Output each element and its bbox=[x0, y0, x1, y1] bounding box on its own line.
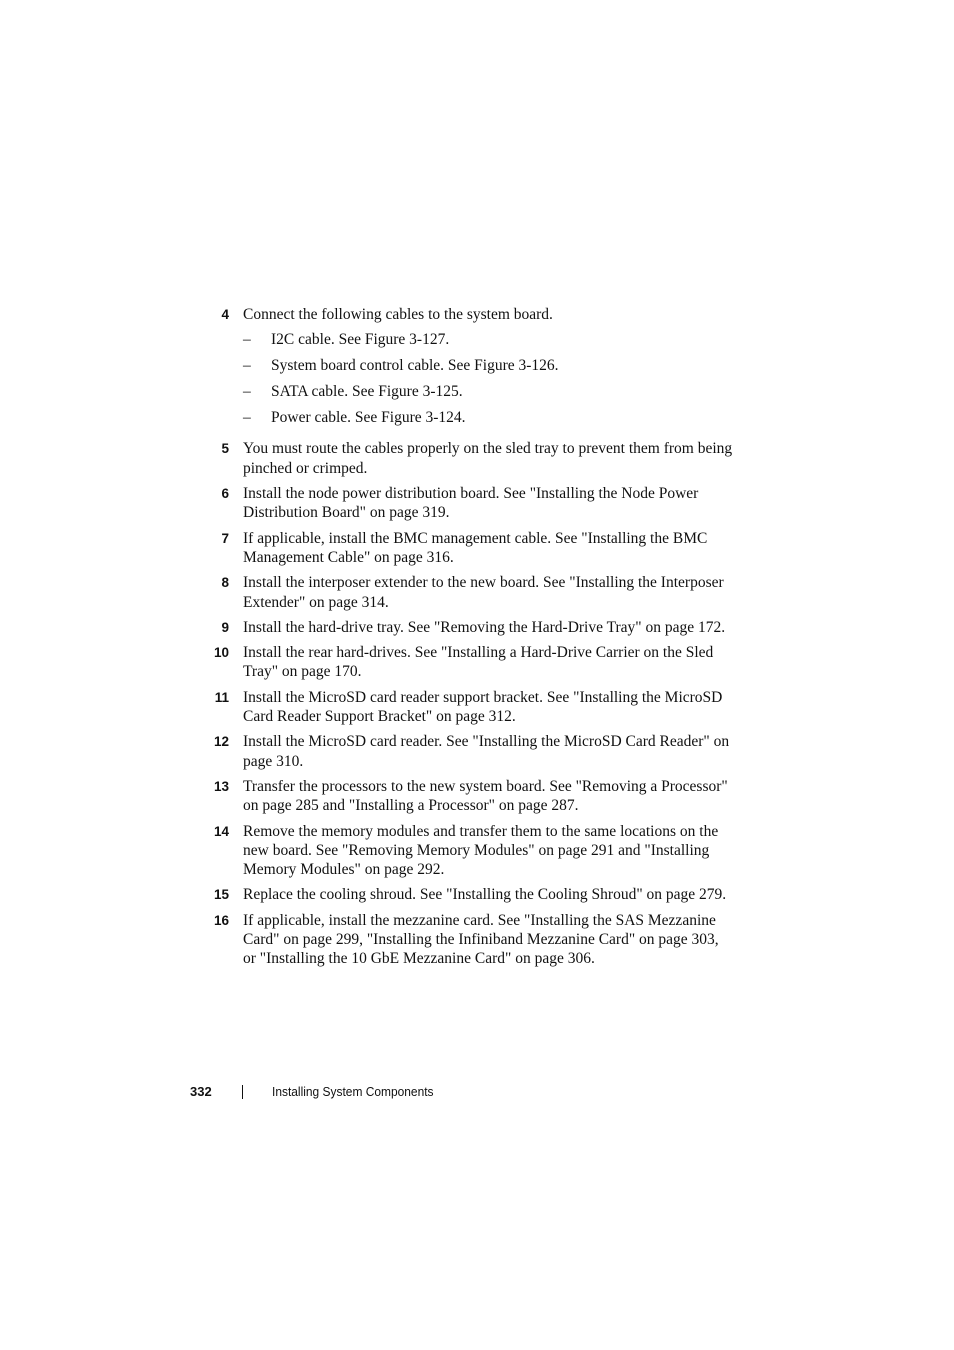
step-11 bbox=[205, 688, 735, 727]
list-item bbox=[243, 408, 735, 427]
step-number: 4 bbox=[221, 307, 229, 322]
list-item-text: Power cable. See Figure 3-124. bbox=[271, 408, 466, 426]
step-text: Install the node power distribution board. See "Installing the Node Power Distribution Board" on page 319. bbox=[243, 485, 699, 522]
step-9 bbox=[205, 618, 735, 637]
section-title: Installing System Components bbox=[272, 1084, 434, 1099]
step-16 bbox=[205, 911, 735, 969]
step-number: 5 bbox=[221, 441, 229, 457]
footer-divider bbox=[242, 1085, 243, 1099]
dash-bullet: – bbox=[243, 357, 251, 375]
step-text: Transfer the processors to the new system board. See "Removing a Processor" on page 285 and "Installing a Processor" on page 287. bbox=[243, 777, 728, 815]
step-14 bbox=[205, 822, 735, 880]
step-text: Install the interposer extender to the new board. See "Installing the Interposer Extender" on page 314. bbox=[243, 574, 724, 611]
step-number: 14 bbox=[213, 823, 229, 839]
dash-bullet: – bbox=[243, 408, 251, 426]
step-number: 13 bbox=[213, 778, 229, 794]
step-text: Remove the memory modules and transfer them to the same locations on the new board. See "Removing Memory Modules" on page 291 and "Installing Memory Modules" on page 292. bbox=[243, 822, 719, 879]
list-item bbox=[243, 356, 735, 375]
step-number: 8 bbox=[221, 575, 229, 591]
step-text: Install the hard-drive tray. See "Removing the Hard-Drive Tray" on page 172. bbox=[243, 618, 726, 636]
step-13 bbox=[205, 777, 735, 816]
step-text: You must route the cables properly on the sled tray to prevent them from being pinched or crimped. bbox=[243, 440, 733, 477]
step-6 bbox=[205, 484, 735, 523]
list-item bbox=[243, 382, 735, 401]
step-number: 7 bbox=[221, 530, 229, 546]
step-number: 11 bbox=[214, 689, 229, 705]
step-number: 15 bbox=[213, 887, 229, 903]
step-text: If applicable, install the mezzanine card. See "Installing the SAS Mezzanine Card" on page 299, "Installing the Infiniband Mezzanine Card" on page 303, or "Installing the 10 GbE Mezzanine Card" on page 306. bbox=[243, 911, 719, 968]
step-number: 16 bbox=[213, 912, 229, 928]
step-number: 10 bbox=[213, 645, 229, 661]
page-footer bbox=[190, 1083, 448, 1101]
step-number: 12 bbox=[213, 734, 229, 750]
step-15 bbox=[205, 885, 735, 904]
step-5 bbox=[205, 439, 735, 478]
step-number: 9 bbox=[221, 619, 229, 635]
step-text: Install the MicroSD card reader support bracket. See "Installing the MicroSD Card Reader Support Bracket" on page 312. bbox=[243, 688, 723, 726]
step-text: If applicable, install the BMC management cable. See "Installing the BMC Management Cable" on page 316. bbox=[243, 529, 708, 566]
list-item-text: I2C cable. See Figure 3-127. bbox=[271, 331, 450, 349]
step-10 bbox=[205, 643, 735, 682]
list-item bbox=[243, 330, 735, 349]
procedure-steps bbox=[205, 305, 735, 975]
dash-bullet: – bbox=[243, 382, 251, 400]
page-number: 332 bbox=[190, 1084, 212, 1099]
step-text: Connect the following cables to the system board. bbox=[243, 306, 553, 323]
step-number: 6 bbox=[221, 486, 229, 502]
step-7 bbox=[205, 529, 735, 568]
cable-list bbox=[243, 330, 735, 427]
step-text: Install the MicroSD card reader. See "Installing the MicroSD Card Reader" on page 310. bbox=[243, 733, 730, 770]
step-4 bbox=[205, 305, 735, 433]
list-item-text: SATA cable. See Figure 3-125. bbox=[271, 382, 463, 400]
dash-bullet: – bbox=[243, 331, 251, 349]
step-8 bbox=[205, 573, 735, 612]
step-12 bbox=[205, 732, 735, 771]
step-text: Replace the cooling shroud. See "Installing the Cooling Shroud" on page 279. bbox=[243, 886, 727, 904]
step-text: Install the rear hard-drives. See "Installing a Hard-Drive Carrier on the Sled Tray" on page 170. bbox=[243, 644, 714, 681]
list-item-text: System board control cable. See Figure 3-126. bbox=[271, 357, 559, 375]
